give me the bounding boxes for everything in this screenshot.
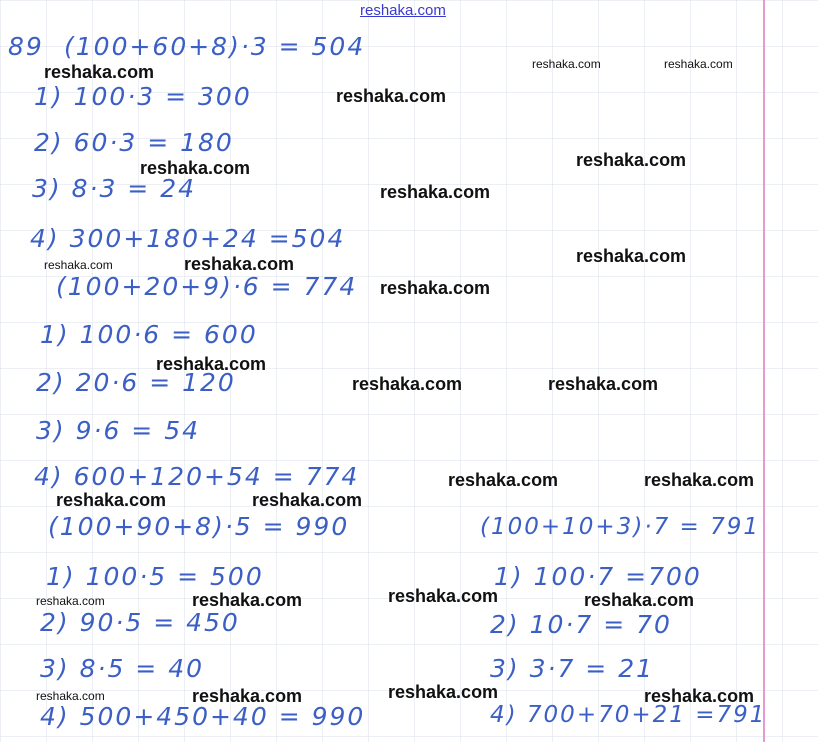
block1-step-1: 1) 100·3 = 300 (34, 82, 252, 111)
site-watermark-link[interactable]: reshaka.com (360, 2, 446, 19)
watermark: reshaka.com (184, 254, 295, 274)
problem-number: 89 (8, 32, 44, 61)
watermark: reshaka.com (44, 62, 155, 82)
block3-step-3: 3) 8·5 = 40 (40, 654, 205, 683)
watermark: reshaka.com (448, 470, 559, 490)
watermark: reshaka.com (352, 374, 463, 394)
watermark: reshaka.com (44, 258, 113, 272)
watermark: reshaka.com (532, 57, 601, 71)
block4-step-3: 3) 3·7 = 21 (490, 654, 655, 683)
watermark: reshaka.com (192, 686, 303, 706)
watermark: reshaka.com (644, 686, 755, 706)
watermark: reshaka.com (336, 86, 447, 106)
watermark: reshaka.com (192, 590, 303, 610)
watermark: reshaka.com (36, 689, 105, 703)
block1-step-4: 4) 300+180+24 =504 (30, 224, 346, 253)
block4-step-2: 2) 10·7 = 70 (490, 610, 672, 639)
block2-step-3: 3) 9·6 = 54 (36, 416, 201, 445)
watermark: reshaka.com (388, 682, 499, 702)
watermark: reshaka.com (576, 150, 687, 170)
watermark: reshaka.com (36, 594, 105, 608)
watermark: reshaka.com (252, 490, 363, 510)
watermark: reshaka.com (156, 354, 267, 374)
block4-step-1: 1) 100·7 =700 (494, 562, 702, 591)
watermark: reshaka.com (664, 57, 733, 71)
block4-expression: (100+10+3)·7 = 791 (480, 514, 761, 540)
block2-step-4: 4) 600+120+54 = 774 (34, 462, 360, 491)
watermark: reshaka.com (388, 586, 499, 606)
watermark: reshaka.com (56, 490, 167, 510)
watermark: reshaka.com (644, 470, 755, 490)
block3-step-1: 1) 100·5 = 500 (46, 562, 264, 591)
watermark: reshaka.com (584, 590, 695, 610)
watermark: reshaka.com (576, 246, 687, 266)
block2-step-2: 2) 20·6 = 120 (36, 368, 236, 397)
block2-step-1: 1) 100·6 = 600 (40, 320, 258, 349)
block1-step-2: 2) 60·3 = 180 (34, 128, 234, 157)
watermark: reshaka.com (140, 158, 251, 178)
notebook-margin-line (763, 0, 765, 742)
block4-step-4: 4) 700+70+21 =791 (490, 702, 767, 728)
block3-step-2: 2) 90·5 = 450 (40, 608, 240, 637)
block3-step-4: 4) 500+450+40 = 990 (40, 702, 366, 731)
block3-expression: (100+90+8)·5 = 990 (48, 512, 350, 541)
block1-expression: (100+60+8)·3 = 504 (64, 32, 366, 61)
watermark: reshaka.com (380, 182, 491, 202)
block1-step-3: 3) 8·3 = 24 (32, 174, 197, 203)
watermark: reshaka.com (548, 374, 659, 394)
watermark: reshaka.com (380, 278, 491, 298)
block2-expression: (100+20+9)·6 = 774 (56, 272, 358, 301)
